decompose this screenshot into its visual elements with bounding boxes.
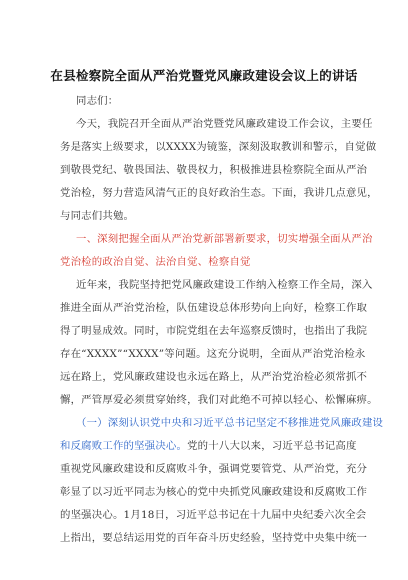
paragraph-line: 的坚强决心。1月18日，习近平总书记在十九届中央纪委六次全会 <box>60 509 367 521</box>
paragraph-line: 务是落实上级要求，以XXXX为镜鉴，深刻汲取教训和警示，自觉做 <box>60 141 377 153</box>
document-title: 在县检察院全面从严治党暨党风廉政建设会议上的讲话 <box>50 68 358 83</box>
salutation: 同志们： <box>76 95 119 107</box>
paragraph-line: 推进全面从严治党治检，队伍建设总体形势向上向好，检察工作取 <box>60 302 368 314</box>
paragraph-line: 近年来，我院坚持把党风廉政建设工作纳入检察工作全局，深入 <box>76 279 373 291</box>
paragraph-line: 彰显了以习近平同志为核心的党中央抓党风廉政建设和反腐败工作 <box>60 486 368 498</box>
paragraph-line: 党治检，努力营造风清气正的良好政治生态。下面，我讲几点意见， <box>60 187 378 199</box>
paragraph-line: 懈，严管厚爱必须贯穿始终，我们对此绝不可掉以轻心、松懈麻痹。 <box>60 394 378 406</box>
paragraph-text: 党的十八大以来，习近平总书记高度 <box>187 440 357 452</box>
paragraph-line: 今天，我院召开全面从严治党暨党风廉政建设工作会议，主要任 <box>76 118 373 130</box>
subsection-heading-end: 和反腐败工作的坚强决心。 <box>60 440 188 452</box>
paragraph-line: 到敬畏党纪、敬畏国法、敬畏权力，积极推进县检察院全面从严治 <box>60 164 368 176</box>
paragraph-line: 得了明显成效。同时，市院党组在去年巡察反馈时，也指出了我院 <box>60 325 368 337</box>
section-heading: 一、深刻把握全面从严治党新部署新要求，切实增强全面从严治 <box>76 233 373 245</box>
section-heading: 党治检的政治自觉、法治自觉、检察自觉 <box>60 256 251 268</box>
paragraph-line: 与同志们共勉。 <box>60 210 135 222</box>
paragraph-line: 上指出，要总结运用党的百年奋斗历史经验，坚持党中央集中统一 <box>60 532 368 544</box>
subsection-heading: （一）深刻认识党中央和习近平总书记坚定不移推进党风廉政建设 <box>76 417 384 429</box>
paragraph-line <box>60 439 357 453</box>
paragraph-line: 远在路上，党风廉政建设也永远在路上，从严治党治检必须常抓不 <box>60 371 368 383</box>
paragraph-line: 重视党风廉政建设和反腐败斗争，强调党要管党、从严治党，充分 <box>60 463 368 475</box>
paragraph-line: 存在“XXXX”“XXXX”等问题。这充分说明，全面从严治党治检永 <box>60 348 366 360</box>
